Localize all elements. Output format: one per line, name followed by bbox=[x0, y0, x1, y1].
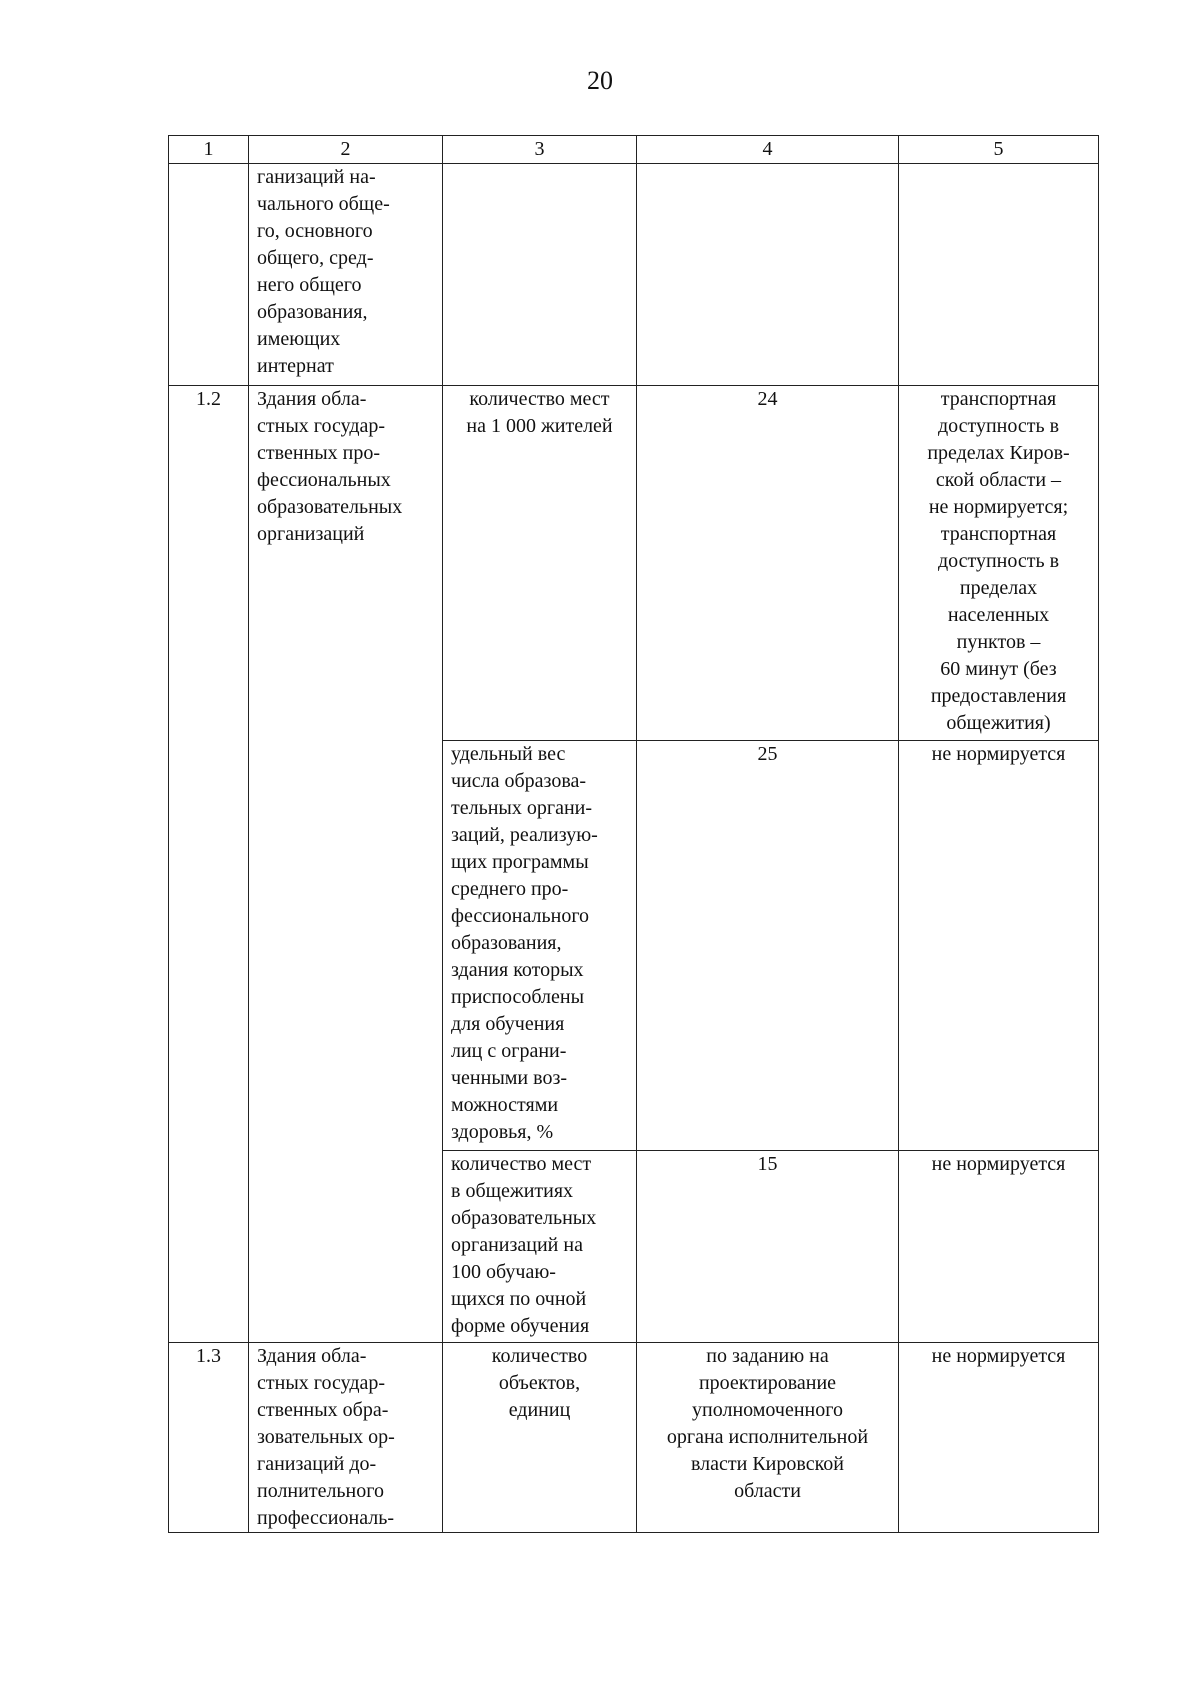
header-col-2: 2 bbox=[249, 136, 443, 164]
header-col-5: 5 bbox=[899, 136, 1099, 164]
cell-num bbox=[169, 164, 249, 386]
standards-table bbox=[168, 135, 1099, 1533]
cell-note: не нормируется bbox=[899, 1343, 1099, 1533]
table-row-1-2a bbox=[169, 386, 1099, 741]
table-header-row bbox=[169, 136, 1099, 164]
cell-value bbox=[637, 164, 899, 386]
header-col-4: 4 bbox=[637, 136, 899, 164]
cell-note: транспортная доступность в пределах Киров- ской области – не нормируется; транспортная доступность в пределах населенных пунктов – 60 минут (без предоставления общежития) bbox=[899, 386, 1099, 741]
cell-note: не нормируется bbox=[899, 1151, 1099, 1343]
cell-note bbox=[899, 164, 1099, 386]
table-row-continued bbox=[169, 164, 1099, 386]
cell-note: не нормируется bbox=[899, 741, 1099, 1151]
cell-value: 25 bbox=[637, 741, 899, 1151]
cell-num: 1.3 bbox=[169, 1343, 249, 1533]
cell-value: по заданию на проектирование уполномоченного органа исполнительной власти Кировской области bbox=[637, 1343, 899, 1533]
cell-indicator: количество мест на 1 000 жителей bbox=[443, 386, 637, 741]
cell-object-name: ганизаций на- чального обще- го, основного общего, сред- него общего образования, имеющих интернат bbox=[249, 164, 443, 386]
cell-indicator: количество мест в общежитиях образовательных организаций на 100 обучаю- щихся по очной форме обучения bbox=[443, 1151, 637, 1343]
cell-value: 24 bbox=[637, 386, 899, 741]
page-number: 20 bbox=[587, 66, 613, 95]
cell-num: 1.2 bbox=[169, 386, 249, 1343]
header-col-1: 1 bbox=[169, 136, 249, 164]
cell-indicator: удельный вес числа образова- тельных органи- заций, реализую- щих программы среднего про- фессионального образования, здания которых приспособлены для обучения лиц с ограни- ченными воз- можностями здоровья, % bbox=[443, 741, 637, 1151]
cell-indicator: количество объектов, единиц bbox=[443, 1343, 637, 1533]
cell-object-name: Здания обла- стных государ- ственных обра- зовательных ор- ганизаций до- полнительного профессиональ- bbox=[249, 1343, 443, 1533]
table-row-1-3 bbox=[169, 1343, 1099, 1533]
cell-indicator bbox=[443, 164, 637, 386]
header-col-3: 3 bbox=[443, 136, 637, 164]
cell-value: 15 bbox=[637, 1151, 899, 1343]
cell-object-name: Здания обла- стных государ- ственных про- фессиональных образовательных организаций bbox=[249, 386, 443, 1343]
